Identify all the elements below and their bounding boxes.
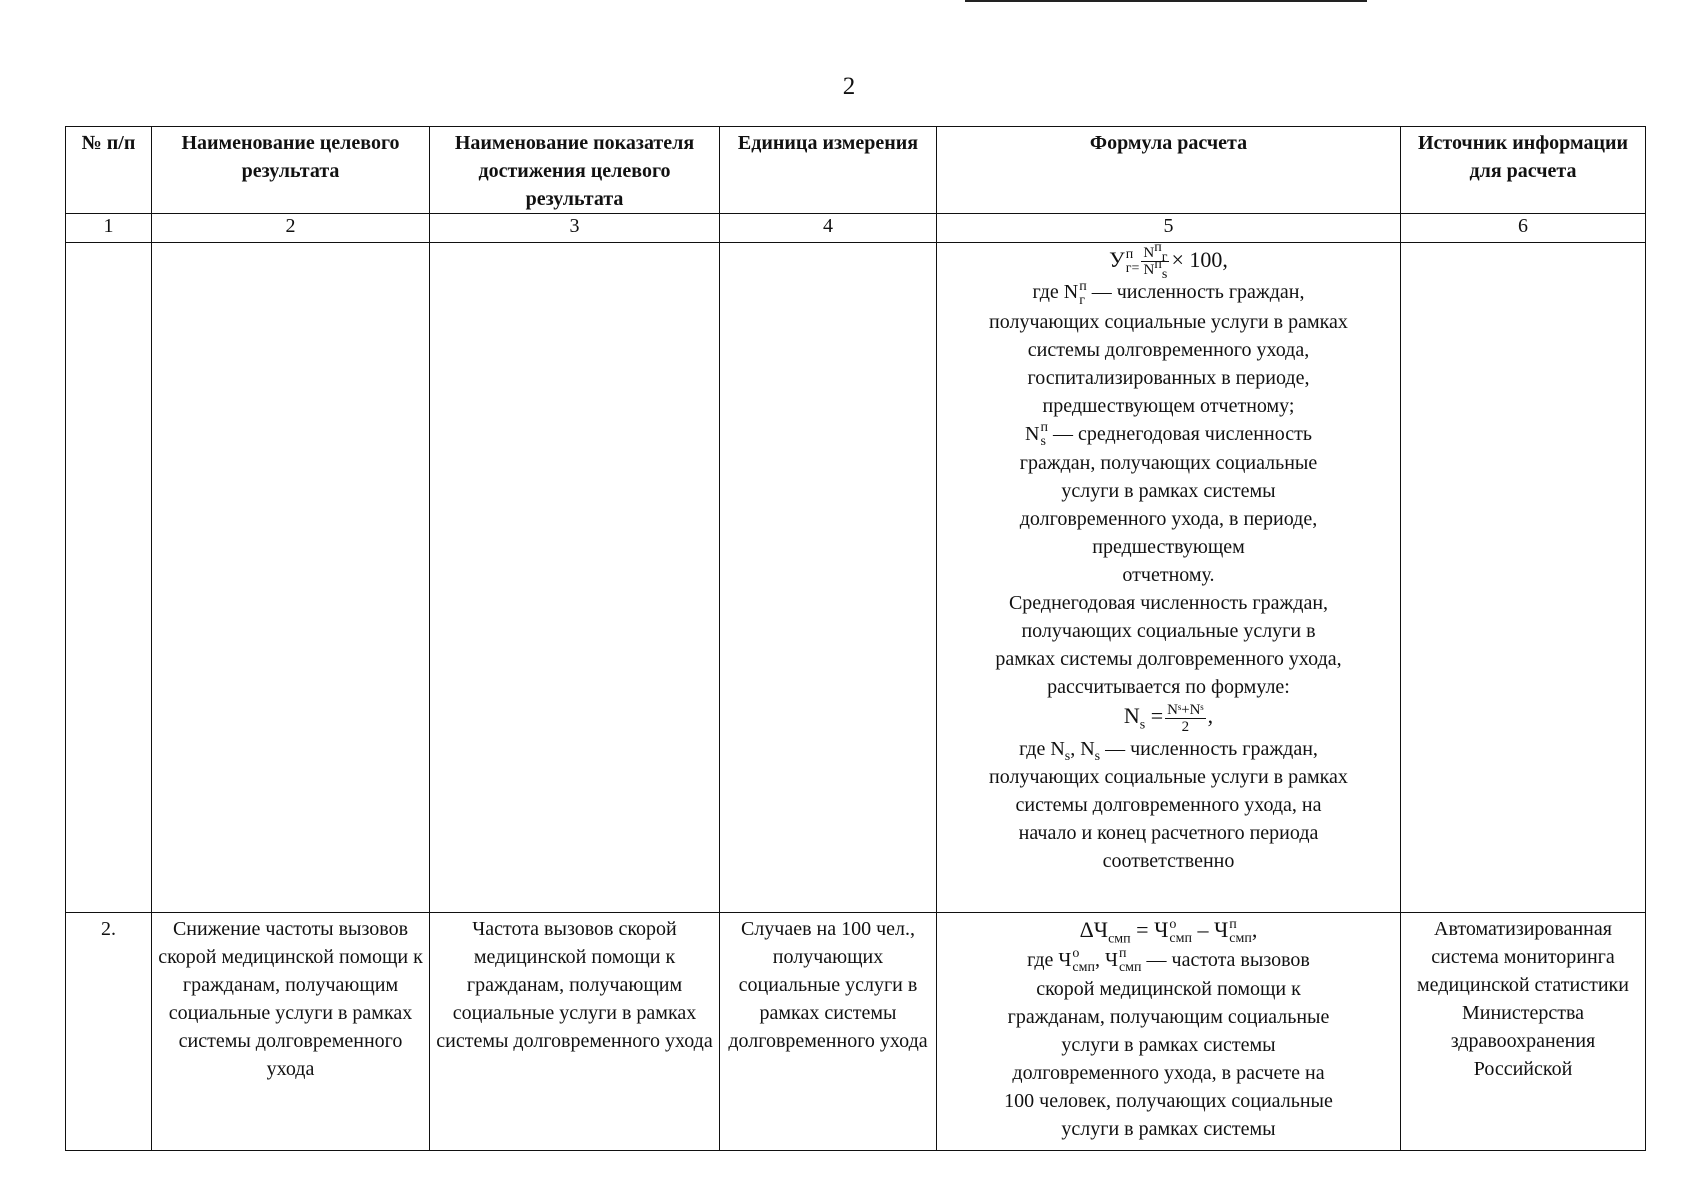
fraction-numerator: Nˢ+Nˢ <box>1167 701 1204 718</box>
formula-text-line: граждан, получающих социальные <box>1019 452 1318 475</box>
text-prefix: где Ч <box>1027 948 1072 971</box>
text-mid: , N <box>1070 737 1095 760</box>
text-mid: , Ч <box>1094 948 1118 971</box>
top-rule <box>965 0 1367 2</box>
header-formula: Формула расчета <box>937 127 1401 214</box>
column-number: 5 <box>937 214 1401 243</box>
formula-sub: смп <box>1108 931 1131 947</box>
formula-fraction <box>1141 242 1169 283</box>
formula-text-line <box>941 946 1396 975</box>
formula-eq: = Ч <box>1130 917 1169 942</box>
symbol-indices <box>1079 280 1087 308</box>
formula-text-line: услуги в рамках системы <box>1061 480 1276 503</box>
text-prefix: где N <box>1019 737 1065 760</box>
header-number: № п/п <box>66 127 152 214</box>
num-sub: г <box>1161 250 1168 266</box>
row2-indicator-name: Частота вызовов скорой медицинской помощи к гражданам, получающим социальные услуги в рамках системы долговременного ухода <box>430 913 720 1151</box>
text-prefix: N <box>1025 422 1040 445</box>
column-numbers-row <box>66 214 1646 243</box>
formula-text-line: услуги в рамках системы <box>1061 1034 1276 1057</box>
formula-text-line: скорой медицинской помощи к <box>1036 978 1301 1001</box>
symbol-sub: смп <box>1118 960 1142 976</box>
formula-delta: ΔЧ <box>1079 917 1109 942</box>
row1-formula-cell <box>937 243 1401 913</box>
symbol-indices <box>1119 947 1142 975</box>
symbol-sup: о <box>1072 946 1080 962</box>
den-base: N <box>1143 262 1155 279</box>
column-number: 6 <box>1401 214 1646 243</box>
symbol-sup: п <box>1118 946 1127 962</box>
formula-sup: п <box>1125 246 1134 262</box>
row2-number: 2. <box>66 913 152 1151</box>
column-number: 4 <box>720 214 937 243</box>
column-number: 3 <box>430 214 720 243</box>
table-row <box>66 243 1646 913</box>
header-source: Источник информации для расчета <box>1401 127 1646 214</box>
symbol-sub: s <box>1064 748 1071 764</box>
row1-source-cell <box>1401 243 1646 913</box>
formula-text-line: долговременного ухода, в расчете на <box>1012 1062 1325 1085</box>
table-header-row <box>66 127 1646 214</box>
formula-text-line <box>941 420 1396 449</box>
text-rest: — численность граждан, <box>1100 737 1318 760</box>
formula-indices <box>1169 918 1192 946</box>
column-number: 2 <box>152 214 430 243</box>
header-indicator-name: Наименование показателя достижения целевого результата <box>430 127 720 214</box>
symbol-sub: s <box>1040 434 1046 450</box>
page-number: 2 <box>842 73 856 100</box>
formula-text-line <box>941 735 1396 763</box>
formula-lhs-sub: s <box>1139 717 1146 733</box>
indicator-table <box>65 126 1646 1151</box>
symbol-sup: п <box>1040 420 1048 436</box>
header-result-name: Наименование целевого результата <box>152 127 430 214</box>
formula-average-count <box>941 701 1396 734</box>
formula-lhs: N <box>1123 703 1140 729</box>
text-rest: — среднегодовая численность <box>1048 422 1312 445</box>
formula-text-line: услуги в рамках системы <box>1061 1118 1276 1141</box>
formula-indices <box>1229 918 1252 946</box>
formula-text-line: получающих социальные услуги в рамках <box>989 765 1348 788</box>
formula-text-line: гражданам, получающим социальные <box>1007 1006 1330 1029</box>
formula-tail: , <box>1207 703 1214 729</box>
text-prefix: где N <box>1032 281 1079 304</box>
formula-indices <box>1126 248 1140 276</box>
formula-fraction <box>1165 702 1206 735</box>
num-sup: п <box>1154 242 1162 256</box>
formula-sub: г= <box>1125 260 1140 276</box>
num-base: N <box>1143 245 1155 262</box>
formula-text-line: предшествующем <box>1092 536 1245 559</box>
formula-sub: смп <box>1169 930 1192 946</box>
row2-result-name: Снижение частоты вызовов скорой медицинской помощи к гражданам, получающим социальные услуги в рамках системы долговременного ухода <box>152 913 430 1151</box>
row1-result-cell <box>152 243 430 913</box>
text-rest: — численность граждан, <box>1086 281 1305 304</box>
den-sub: s <box>1161 267 1168 283</box>
formula-text-line: системы долговременного ухода, <box>1027 338 1310 361</box>
formula-text-line: предшествующем отчетному; <box>1042 394 1295 417</box>
formula-text-line: получающих социальные услуги в рамках <box>989 310 1348 333</box>
formula-eq: = <box>1145 703 1164 729</box>
formula-text-line: начало и конец расчетного периода <box>1018 821 1319 844</box>
formula-text-line: 100 человек, получающих социальные <box>1004 1090 1333 1113</box>
row1-indicator-cell <box>430 243 720 913</box>
formula-text-line: отчетному. <box>1122 564 1215 587</box>
text-rest: — частота вызовов <box>1141 948 1310 971</box>
formula-sup: о <box>1169 916 1177 932</box>
formula-tail: × 100, <box>1171 247 1228 272</box>
row2-unit: Случаев на 100 чел., получающих социальные услуги в рамках системы долговременного ухода <box>720 913 937 1151</box>
formula-text-line: получающих социальные услуги в <box>1021 620 1316 643</box>
formula-delta-calls <box>941 915 1396 946</box>
formula-minus: – Ч <box>1191 917 1229 942</box>
formula-share-hospitalized <box>941 242 1396 283</box>
formula-text-line <box>941 278 1396 307</box>
row2-source: Автоматизированная система мониторинга медицинской статистики Министерства здравоохранения Российской <box>1401 913 1646 1151</box>
formula-text-line: рамках системы долговременного ухода, <box>995 648 1342 671</box>
formula-sup: п <box>1229 916 1237 932</box>
formula-text-line: Среднегодовая численность граждан, <box>1008 592 1329 615</box>
symbol-indices <box>1072 947 1095 975</box>
formula-text-line: долговременного ухода, в периоде, <box>1019 508 1318 531</box>
symbol-indices <box>1041 421 1049 449</box>
formula-text-line: рассчитывается по формуле: <box>1047 676 1290 699</box>
row2-formula-cell <box>937 913 1401 1151</box>
symbol-sub: смп <box>1072 960 1095 976</box>
table-row <box>66 913 1646 1151</box>
formula-text-line: соответственно <box>1102 849 1235 872</box>
fraction-denominator <box>1141 257 1169 283</box>
fraction-denominator: 2 <box>1181 718 1190 735</box>
formula-text-line: системы долговременного ухода, на <box>1015 793 1322 816</box>
formula-text-line: госпитализированных в периоде, <box>1027 366 1310 389</box>
formula-symbol: У <box>1109 247 1125 272</box>
symbol-sub: г <box>1079 292 1085 308</box>
symbol-sup: п <box>1079 278 1087 294</box>
column-number: 1 <box>66 214 152 243</box>
symbol-sub: s <box>1094 748 1101 764</box>
den-sup: п <box>1154 257 1162 273</box>
header-unit: Единица измерения <box>720 127 937 214</box>
row1-unit-cell <box>720 243 937 913</box>
formula-sub: смп <box>1229 930 1252 946</box>
formula-tail: , <box>1251 917 1258 942</box>
row1-number-cell <box>66 243 152 913</box>
